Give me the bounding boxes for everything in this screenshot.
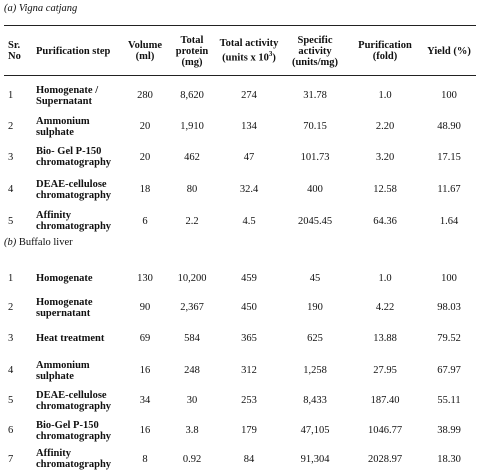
section-b-letter: (b) <box>4 237 17 248</box>
cell-purification: 1.0 <box>378 90 392 101</box>
cell-yield: 79.52 <box>437 333 461 344</box>
cell-protein: 10,200 <box>177 272 207 284</box>
cell-specific: 1,258 <box>303 365 327 376</box>
header-purification: Purification (fold) <box>358 40 412 62</box>
section-a-letter: (a) <box>4 3 17 14</box>
cell-sr: 1 <box>8 272 14 284</box>
header-protein: Total protein (mg) <box>175 34 209 68</box>
table-row <box>4 141 476 173</box>
cell-specific: 31.78 <box>303 90 327 101</box>
table-a <box>4 79 476 236</box>
cell-volume: 90 <box>139 302 151 313</box>
cell-specific: 190 <box>307 302 323 313</box>
cell-sr: 2 <box>8 302 14 313</box>
cell-purification: 1046.77 <box>367 425 403 436</box>
cell-step: DEAE-cellulose chromatography <box>36 178 112 201</box>
cell-step: Homogenate supernatant <box>36 296 93 319</box>
cell-activity: 4.5 <box>242 215 256 227</box>
cell-sr: 5 <box>8 395 14 406</box>
section-a-caption <box>4 3 77 14</box>
cell-purification: 187.40 <box>370 395 400 406</box>
cell-specific: 47,105 <box>300 425 330 436</box>
cell-volume: 8 <box>142 453 148 465</box>
header-specific: Specific activity (units/mg) <box>291 34 339 68</box>
cell-purification: 2.20 <box>375 121 395 132</box>
cell-volume: 20 <box>139 151 151 163</box>
cell-activity: 179 <box>241 425 257 436</box>
cell-protein: 248 <box>184 365 200 376</box>
header-activity-sup: 3 <box>268 50 273 59</box>
cell-yield: 48.90 <box>437 121 461 132</box>
cell-protein: 2,367 <box>180 302 204 313</box>
cell-volume: 69 <box>139 333 151 344</box>
cell-yield: 67.97 <box>437 365 461 376</box>
table-row <box>4 292 476 323</box>
cell-yield: 100 <box>441 90 457 101</box>
cell-yield: 18.30 <box>437 453 461 465</box>
cell-protein: 1,910 <box>180 121 204 132</box>
cell-yield: 38.99 <box>437 425 461 436</box>
cell-sr: 4 <box>8 184 14 195</box>
cell-volume: 130 <box>137 272 153 284</box>
cell-protein: 2.2 <box>185 215 199 227</box>
cell-purification: 12.58 <box>373 184 397 195</box>
cell-volume: 280 <box>137 90 153 101</box>
header-row <box>4 29 476 73</box>
cell-activity: 459 <box>241 272 257 284</box>
header-table <box>4 29 476 73</box>
cell-step: Affinity chromatography <box>36 448 112 470</box>
cell-specific: 8,433 <box>303 395 327 406</box>
cell-volume: 16 <box>139 365 151 376</box>
cell-activity: 312 <box>241 365 257 376</box>
cell-yield: 11.67 <box>437 184 461 195</box>
cell-activity: 32.4 <box>239 184 259 195</box>
cell-step: Bio- Gel P-150 chromatography <box>36 146 112 168</box>
cell-activity: 365 <box>241 333 257 344</box>
cell-yield: 98.03 <box>437 302 461 313</box>
cell-specific: 625 <box>307 333 323 344</box>
cell-specific: 400 <box>307 184 323 195</box>
cell-activity: 134 <box>241 121 257 132</box>
cell-sr: 6 <box>8 425 14 436</box>
table-row <box>4 79 476 112</box>
cell-specific: 101.73 <box>300 151 330 163</box>
cell-volume: 20 <box>139 121 151 132</box>
cell-step: Homogenate / Supernatant <box>36 84 99 107</box>
cell-sr: 3 <box>8 151 14 163</box>
cell-yield: 100 <box>441 272 457 284</box>
cell-purification: 27.95 <box>373 365 397 376</box>
table-row <box>4 206 476 236</box>
header-sr: Sr. No <box>8 40 21 62</box>
cell-specific: 70.15 <box>303 121 327 132</box>
cell-sr: 7 <box>8 453 14 465</box>
cell-activity: 253 <box>241 395 257 406</box>
header-activity <box>216 29 282 73</box>
cell-purification: 4.22 <box>375 302 395 313</box>
cell-volume: 16 <box>139 425 151 436</box>
cell-yield: 17.15 <box>437 151 461 163</box>
table-row <box>4 264 476 292</box>
cell-activity: 274 <box>241 90 257 101</box>
cell-yield: 1.64 <box>439 215 459 227</box>
cell-protein: 462 <box>184 151 200 163</box>
cell-sr: 4 <box>8 365 14 376</box>
cell-purification: 2028.97 <box>367 453 403 465</box>
cell-step: DEAE-cellulose chromatography <box>36 389 112 412</box>
header-yield: Yield (%) <box>427 45 471 57</box>
cell-sr: 1 <box>8 90 14 101</box>
table-row <box>4 112 476 141</box>
table-row <box>4 354 476 387</box>
table-b <box>4 264 476 471</box>
cell-sr: 5 <box>8 215 14 227</box>
cell-activity: 47 <box>243 151 255 163</box>
cell-purification: 64.36 <box>373 215 397 227</box>
section-b-title: Buffalo liver <box>18 237 73 248</box>
cell-activity: 84 <box>243 453 255 465</box>
cell-protein: 0.92 <box>182 453 202 465</box>
cell-step: Ammonium sulphate <box>36 359 90 382</box>
cell-protein: 80 <box>186 184 198 195</box>
cell-sr: 3 <box>8 333 14 344</box>
cell-purification: 3.20 <box>375 151 395 163</box>
table-row <box>4 387 476 414</box>
cell-volume: 34 <box>139 395 151 406</box>
cell-volume: 6 <box>142 215 148 227</box>
table-top-rule <box>4 25 476 26</box>
cell-volume: 18 <box>139 184 151 195</box>
header-activity-end: ) <box>272 52 276 64</box>
table-row <box>4 173 476 206</box>
cell-protein: 3.8 <box>185 425 199 436</box>
cell-step: Bio-Gel P-150 chromatography <box>36 419 112 442</box>
cell-activity: 450 <box>241 302 257 313</box>
section-a-title: Vigna catjang <box>18 3 78 14</box>
table-row <box>4 447 476 471</box>
cell-yield: 55.11 <box>437 395 461 406</box>
section-b-caption <box>4 237 73 248</box>
cell-protein: 30 <box>186 395 198 406</box>
cell-step: Homogenate <box>36 272 93 284</box>
cell-step: Affinity chromatography <box>36 210 112 232</box>
cell-specific: 2045.45 <box>297 215 333 227</box>
cell-sr: 2 <box>8 121 14 132</box>
cell-step: Heat treatment <box>36 333 105 344</box>
table-row <box>4 414 476 447</box>
cell-purification: 13.88 <box>373 333 397 344</box>
cell-specific: 45 <box>309 272 321 284</box>
cell-step: Ammonium sulphate <box>36 115 90 138</box>
cell-protein: 584 <box>184 333 200 344</box>
header-step: Purification step <box>36 45 111 57</box>
table-row <box>4 323 476 354</box>
cell-specific: 91,304 <box>300 453 330 465</box>
header-volume: Volume (ml) <box>127 40 163 62</box>
cell-purification: 1.0 <box>378 272 392 284</box>
cell-protein: 8,620 <box>180 90 204 101</box>
header-activity-main: Total activity (units x 10 <box>219 38 279 64</box>
header-bottom-rule <box>4 75 476 76</box>
